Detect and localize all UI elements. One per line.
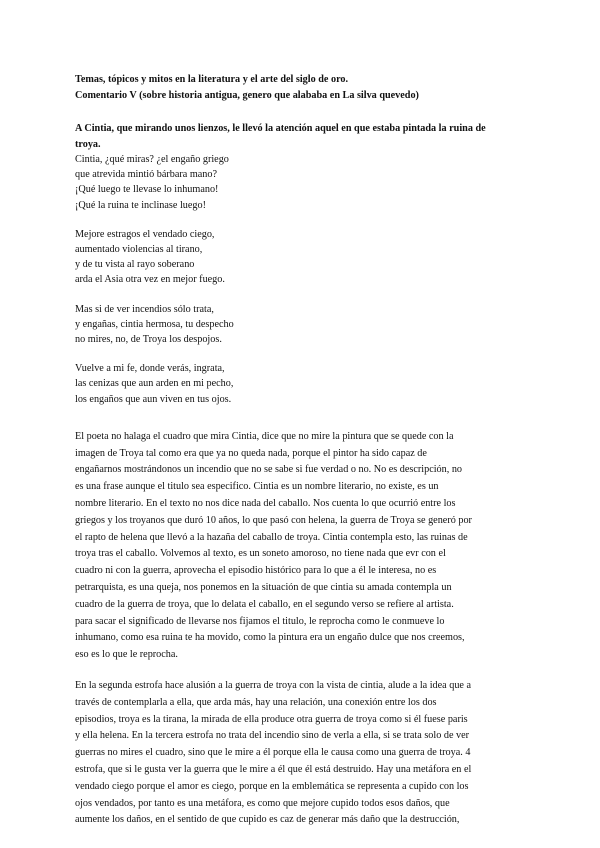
paragraph-line: eso es lo que le reprocha. bbox=[75, 649, 178, 661]
verse-line: no mires, no, de Troya los despojos. bbox=[75, 334, 222, 346]
verse-line: y de tu vista al rayo soberano bbox=[75, 259, 195, 271]
paragraph-line: episodios, troya es la tirana, la mirada de ella produce otra guerra de troya como si él fuese paris bbox=[75, 713, 468, 725]
document-title bbox=[75, 72, 542, 103]
paragraph-line: griegos y los troyanos que duró 10 años, lo que pasó con helena, la guerra de Troya se generó por bbox=[75, 514, 472, 526]
paragraph-line: vendado ciego porque el amor es ciego, porque en la emblemática se representa a cupido con los bbox=[75, 780, 469, 792]
poem-heading-line: troya. bbox=[75, 138, 101, 150]
stanza-1 bbox=[75, 152, 542, 213]
paragraph-line: cuadro ni con la guerra, aprovecha el episodio histórico para lo que a él le interesa, no es bbox=[75, 565, 437, 577]
paragraph-line: y ella helena. En la tercera estrofa no trata del incendio sino de verla a ella, si se trata solo de ver bbox=[75, 730, 470, 742]
verse-line: que atrevida mintió bárbara mano? bbox=[75, 169, 217, 181]
stanza-3 bbox=[75, 302, 542, 348]
verse-line: las cenizas que aun arden en mi pecho, bbox=[75, 378, 234, 390]
paragraph-line: el rapto de helena que llevó a la hazaña del caballo de troya. Cintia contempla esto, las ruinas de bbox=[75, 531, 468, 543]
paragraph-line: aumente los daños, en el sentido de que cupido es caz de generar más daño que la destrucción, bbox=[75, 814, 460, 826]
verse-line: arda el Asia otra vez en mejor fuego. bbox=[75, 274, 225, 286]
paragraph-line: imagen de Troya tal como era que ya no queda nada, porque el pintor ha sido capaz de bbox=[75, 447, 427, 459]
verse-line: Mas si de ver incendios sólo trata, bbox=[75, 303, 214, 315]
paragraph-line: es una frase aunque el titulo sea especifico. Cintia es un nombre literario, no existe, es un bbox=[75, 481, 439, 493]
verse-line: Cintia, ¿qué miras? ¿el engaño griego bbox=[75, 154, 229, 165]
commentary-paragraph-2 bbox=[75, 678, 542, 829]
paragraph-line: para sacar el significado de llevarse nos fijamos el titulo, le reprocha como le conmueve lo bbox=[75, 615, 445, 627]
verse-line: Mejore estragos el vendado ciego, bbox=[75, 228, 215, 240]
paragraph-line: troya tras el caballo. Volvemos al texto, es un soneto amoroso, no tiene nada que evr con el bbox=[75, 548, 446, 560]
verse-line: ¡Qué luego te llevase lo inhumano! bbox=[75, 184, 219, 196]
verse-line: los engaños que aun viven en tus ojos. bbox=[75, 393, 232, 405]
stanza-2 bbox=[75, 227, 542, 288]
commentary-paragraph-1 bbox=[75, 429, 542, 664]
paragraph-line: estrofa, que si le gusta ver la guerra que le mire a él que él está destruido. Hay una metáfora en el bbox=[75, 763, 472, 775]
paragraph-line: guerras no mires el cuadro, sino que le mire a él porque ella le causa como una guerra de troya. 4 bbox=[75, 747, 471, 759]
verse-line: ¡Qué la ruina te inclinase luego! bbox=[75, 199, 206, 211]
poem-heading-line: A Cintia, que mirando unos lienzos, le llevó la atención aquel en que estaba pintada la ruina de bbox=[75, 123, 486, 134]
verse-line: y engañas, cintia hermosa, tu despecho bbox=[75, 318, 234, 330]
verse-line: aumentado violencias al tirano, bbox=[75, 244, 203, 256]
paragraph-line: En la segunda estrofa hace alusión a la guerra de troya con la vista de cintia, alude a la idea que a bbox=[75, 680, 472, 691]
sonnet bbox=[75, 152, 542, 407]
paragraph-line: través de contemplarla a ella, que arda más, hay una relación, una conexión entre los dos bbox=[75, 696, 437, 708]
subtitle-line: Comentario V (sobre historia antigua, genero que alababa en La silva quevedo) bbox=[75, 89, 419, 101]
paragraph-line: cuadro de la guerra de troya, que lo delata el caballo, en el segundo verso se refiere al artista. bbox=[75, 598, 454, 610]
paragraph-line: inhumano, como esa ruina te ha movido, como la pintura era un engaño dulce que nos creemos, bbox=[75, 632, 465, 644]
poem-heading bbox=[75, 121, 542, 152]
paragraph-line: engañarnos mostrándonos un incendio que no se sabe si fue verdad o no. No es descripción, no bbox=[75, 464, 463, 476]
paragraph-line: ojos vendados, por tanto es una metáfora, es como que mejore cupido todos esos daños, que bbox=[75, 797, 450, 809]
paragraph-line: El poeta no halaga el cuadro que mira Cintia, dice que no mire la pintura que se quede con la bbox=[75, 430, 454, 442]
verse-line: Vuelve a mi fe, donde verás, ingrata, bbox=[75, 363, 225, 375]
stanza-4 bbox=[75, 361, 542, 407]
paragraph-line: petrarquista, es una queja, nos ponemos en la situación de que cintia su amada contempla un bbox=[75, 582, 452, 594]
paragraph-line: nombre literario. En el texto no nos dice nada del caballo. Nos cuenta lo que ocurrió entre los bbox=[75, 498, 456, 510]
title-line: Temas, tópicos y mitos en la literatura y el arte del siglo de oro. bbox=[75, 74, 349, 85]
